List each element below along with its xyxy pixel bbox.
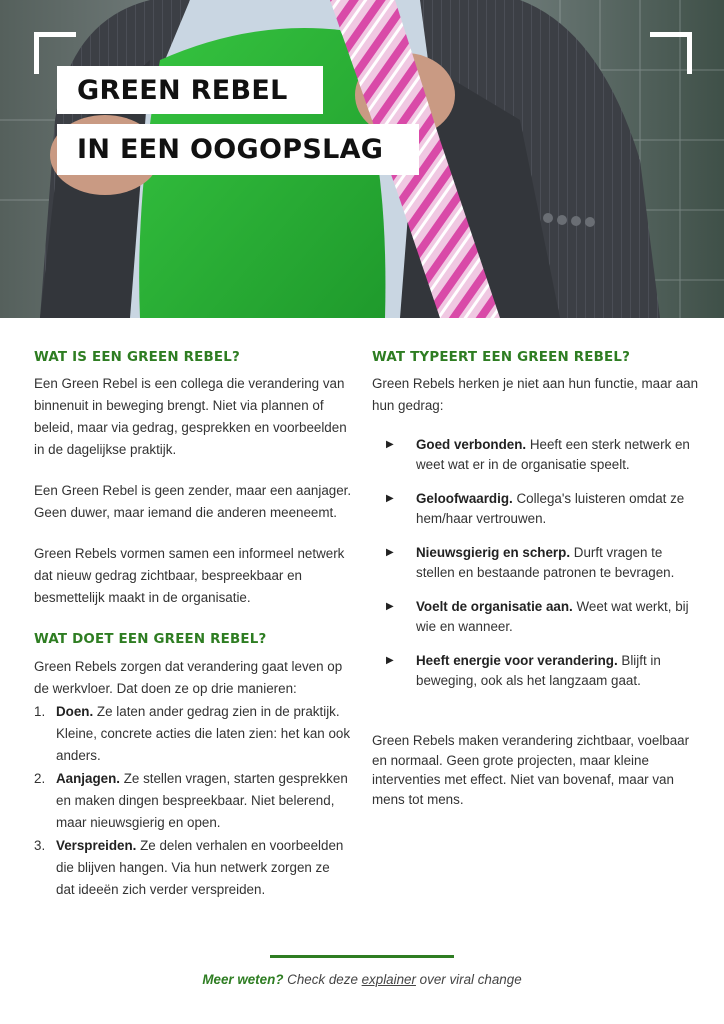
footer-lead: Meer weten? — [202, 972, 284, 987]
page-title-line-1: GREEN REBEL — [57, 66, 323, 114]
list-item: ▶ Geloofwaardig. Collega's luisteren omdat ze hem/haar vertrouwen. — [386, 491, 685, 527]
section-heading-traits: WAT TYPEERT EEN GREEN REBEL? — [372, 350, 631, 365]
footer-text-pre: Check deze — [283, 972, 362, 987]
list-item: ▶ Nieuwsgierig en scherp. Durft vragen te stellen en bestaande patronen te bevragen. — [386, 545, 675, 581]
triangle-bullet-icon: ▶ — [386, 547, 394, 559]
traits-list — [372, 435, 702, 691]
left-column — [34, 349, 352, 902]
section-heading-what-is: WAT IS EEN GREEN REBEL? — [34, 350, 240, 365]
page-title-line-2: IN EEN OOGOPSLAG — [57, 124, 419, 175]
triangle-bullet-icon: ▶ — [386, 493, 394, 505]
triangle-bullet-icon: ▶ — [386, 601, 394, 613]
paragraph-role: Een Green Rebel is geen zender, maar een aanjager. Geen duwer, maar iemand die anderen meeneemt. — [34, 483, 352, 521]
paragraph-intro-ways: Green Rebels zorgen dat verandering gaat leven op de werkvloer. Dat doen ze op drie manieren: — [34, 658, 343, 696]
frame-corner-top-right — [650, 32, 692, 74]
section-heading-what-does: WAT DOET EEN GREEN REBEL? — [34, 632, 267, 648]
list-item: 1. Doen. Ze laten ander gedrag zien in de praktijk. Kleine, concrete acties die laten zien: het kan ook anders. — [34, 703, 351, 763]
paragraph-traits-intro: Green Rebels herken je niet aan hun functie, maar aan hun gedrag: — [372, 376, 699, 414]
triangle-bullet-icon: ▶ — [386, 655, 394, 667]
triangle-bullet-icon: ▶ — [386, 439, 394, 451]
steps-list — [34, 701, 352, 901]
footer-note — [0, 972, 724, 987]
right-column — [372, 349, 702, 809]
explainer-link[interactable]: explainer — [361, 972, 416, 987]
list-item: 2. Aanjagen. Ze stellen vragen, starten gesprekken en maken dingen bespreekbaar. Niet belerend, maar nieuwsgierig en open. — [34, 770, 348, 830]
paragraph-network: Green Rebels vormen samen een informeel netwerk dat nieuw gedrag zichtbaar, bespreekbaar en besmettelijk maakt in de organisatie. — [34, 546, 345, 606]
list-item: ▶ Heeft energie voor verandering. Blijft in beweging, ook als het langzaam gaat. — [386, 653, 661, 689]
paragraph-closing: Green Rebels maken verandering zichtbaar, voelbaar en normaal. Geen grote projecten, maar kleine interventies met effect. Niet van bovenaf, maar van mens tot mens. — [372, 733, 690, 807]
footer-text-post: over viral change — [415, 972, 522, 987]
hero-photo — [0, 0, 724, 318]
list-item: 3. Verspreiden. Ze delen verhalen en voorbeelden die blijven hangen. Via hun netwerk zorgen ze dat ideeën zich verder verspreiden. — [34, 837, 344, 897]
footer-divider — [270, 955, 454, 958]
list-item: ▶ Voelt de organisatie aan. Weet wat werkt, bij wie en wanneer. — [386, 599, 689, 635]
list-item: ▶ Goed verbonden. Heeft een sterk netwerk en weet wat er in de organisatie speelt. — [386, 437, 690, 473]
paragraph-definition: Een Green Rebel is een collega die verandering van binnenuit in beweging brengt. Niet via plannen of beleid, maar via gedrag, gesprekken en voorbeelden in de dagelijkse praktijk. — [34, 376, 347, 458]
